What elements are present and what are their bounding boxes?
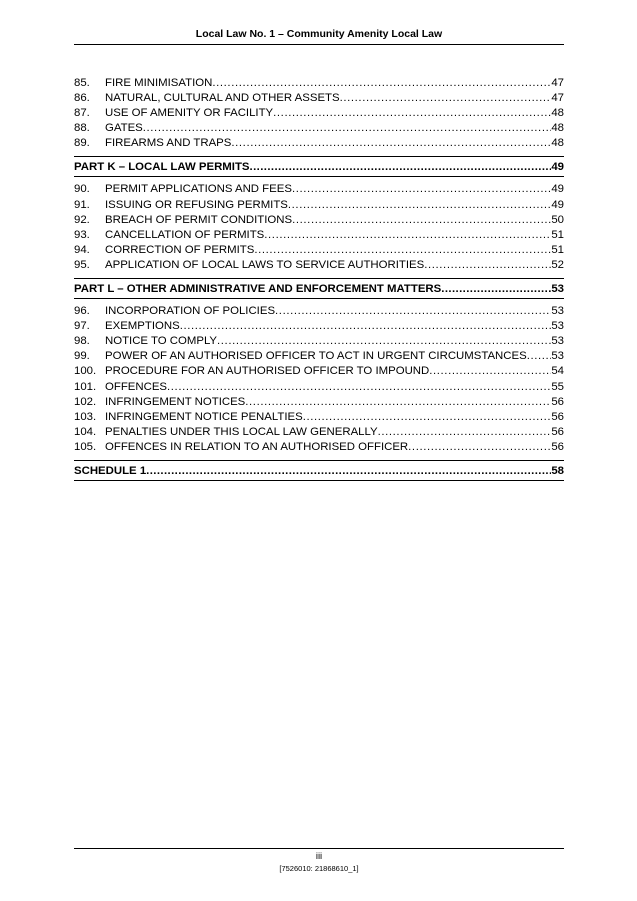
- toc-entry-title: INCORPORATION OF POLICIES: [105, 305, 276, 318]
- toc-entry-title: NATURAL, CULTURAL AND OTHER ASSETS: [105, 92, 340, 105]
- toc-entry-page: 47: [551, 92, 564, 105]
- toc-entry-page: 49: [551, 183, 564, 196]
- page-number: iii: [315, 851, 323, 862]
- toc-part-l-heading[interactable]: [74, 278, 564, 299]
- toc-entry-99[interactable]: [74, 349, 564, 364]
- toc-entry-95[interactable]: [74, 258, 564, 273]
- toc-entry-89[interactable]: [74, 136, 564, 151]
- toc-entry-page: 51: [551, 228, 564, 241]
- toc-entry-page: 50: [551, 213, 564, 226]
- toc-entry-page: 56: [551, 395, 564, 408]
- running-header: Local Law No. 1 – Community Amenity Local Law: [195, 28, 443, 40]
- dot-leader: [275, 304, 551, 319]
- toc-entry-page: 56: [551, 410, 564, 423]
- toc-entry-page: 55: [551, 380, 564, 393]
- toc-entry-title: BREACH OF PERMIT CONDITIONS: [105, 213, 293, 226]
- toc-entry-page: 48: [551, 107, 564, 120]
- dot-leader: [264, 228, 551, 243]
- toc-entry-title: NOTICE TO COMPLY: [105, 335, 218, 348]
- toc-entry-number: 98.: [74, 335, 90, 348]
- toc-entry-number: 92.: [74, 213, 90, 226]
- toc-schedule-page: 58: [551, 464, 564, 477]
- toc-part-page: 53: [551, 283, 564, 296]
- dot-leader: [292, 182, 551, 197]
- toc-entry-page: 53: [551, 305, 564, 318]
- table-of-contents: [74, 76, 564, 486]
- dot-leader: [303, 410, 552, 425]
- dot-leader: [231, 136, 551, 151]
- toc-entry-86[interactable]: [74, 91, 564, 106]
- toc-entry-title: ISSUING OR REFUSING PERMITS: [105, 198, 288, 211]
- toc-part-k-heading[interactable]: [74, 156, 564, 177]
- toc-entry-number: 101.: [74, 380, 97, 393]
- dot-leader: [146, 465, 551, 477]
- toc-entry-page: 56: [551, 440, 564, 453]
- toc-entry-page: 48: [551, 137, 564, 150]
- toc-entry-title: PROCEDURE FOR AN AUTHORISED OFFICER TO IMPOUND: [105, 365, 430, 378]
- toc-entry-number: 96.: [74, 305, 90, 318]
- toc-entry-94[interactable]: [74, 243, 564, 258]
- dot-leader: [143, 121, 552, 136]
- dot-leader: [212, 76, 551, 91]
- dot-leader: [288, 198, 551, 213]
- toc-entry-number: 99.: [74, 350, 90, 363]
- toc-part-page: 49: [551, 161, 564, 174]
- toc-entry-title: GATES: [105, 122, 143, 135]
- dot-leader: [245, 395, 551, 410]
- dot-leader: [254, 243, 551, 258]
- dot-leader: [378, 425, 552, 440]
- toc-entry-page: 54: [551, 365, 564, 378]
- toc-entry-102[interactable]: [74, 395, 564, 410]
- dot-leader: [180, 319, 552, 334]
- toc-entry-96[interactable]: [74, 304, 564, 319]
- toc-part-title: PART L – OTHER ADMINISTRATIVE AND ENFORCEMENT MATTERS: [74, 283, 442, 296]
- toc-entry-number: 90.: [74, 183, 90, 196]
- toc-entry-97[interactable]: [74, 319, 564, 334]
- toc-entry-number: 97.: [74, 320, 90, 333]
- dot-leader: [217, 334, 551, 349]
- toc-entry-page: 53: [551, 350, 564, 363]
- dot-leader: [408, 440, 551, 455]
- toc-entry-page: 47: [551, 77, 564, 89]
- toc-entry-number: 88.: [74, 122, 90, 135]
- toc-entry-title: INFRINGEMENT NOTICES: [105, 395, 246, 408]
- dot-leader: [292, 213, 551, 228]
- header-rule: [74, 44, 564, 45]
- toc-entry-title: INFRINGEMENT NOTICE PENALTIES: [105, 410, 303, 423]
- dot-leader: [250, 161, 552, 173]
- toc-entry-page: 52: [551, 258, 564, 271]
- toc-entry-number: 94.: [74, 243, 90, 256]
- toc-entry-number: 104.: [74, 425, 97, 438]
- toc-entry-page: 53: [551, 320, 564, 333]
- toc-entry-88[interactable]: [74, 121, 564, 136]
- document-reference: [7526010: 21868610_1]: [279, 864, 359, 873]
- dot-leader: [167, 380, 551, 395]
- toc-schedule-title: SCHEDULE 1: [74, 464, 147, 477]
- toc-entry-title: FIRE MINIMISATION: [105, 77, 213, 89]
- toc-entry-number: 89.: [74, 137, 90, 150]
- dot-leader: [527, 349, 552, 364]
- toc-entry-title: FIREARMS AND TRAPS: [105, 137, 232, 150]
- toc-entry-page: 51: [551, 243, 564, 256]
- toc-entry-title: OFFENCES: [105, 380, 168, 393]
- toc-entry-92[interactable]: [74, 213, 564, 228]
- toc-entry-title: OFFENCES IN RELATION TO AN AUTHORISED OFFICER: [105, 440, 409, 453]
- toc-entry-number: 86.: [74, 92, 90, 105]
- dot-leader: [424, 258, 551, 273]
- toc-entry-title: USE OF AMENITY OR FACILITY: [105, 107, 274, 120]
- dot-leader: [441, 283, 551, 295]
- toc-entry-title: EXEMPTIONS: [105, 320, 180, 333]
- dot-leader: [429, 364, 551, 379]
- footer-rule: [74, 848, 564, 849]
- toc-entry-91[interactable]: [74, 198, 564, 213]
- toc-entry-98[interactable]: [74, 334, 564, 349]
- toc-entry-title: PERMIT APPLICATIONS AND FEES: [105, 183, 292, 196]
- toc-entry-104[interactable]: [74, 425, 564, 440]
- toc-entry-number: 102.: [74, 395, 97, 408]
- toc-entry-number: 100.: [74, 365, 97, 378]
- toc-entry-number: 103.: [74, 410, 97, 423]
- toc-entry-87[interactable]: [74, 106, 564, 121]
- toc-part-title: PART K – LOCAL LAW PERMITS: [74, 161, 250, 174]
- toc-entry-title: POWER OF AN AUTHORISED OFFICER TO ACT IN URGENT CIRCUMSTANCES: [105, 350, 527, 363]
- toc-entry-number: 95.: [74, 258, 90, 271]
- toc-entry-93[interactable]: [74, 228, 564, 243]
- dot-leader: [273, 106, 551, 121]
- toc-entry-85[interactable]: [74, 76, 564, 91]
- toc-entry-title: PENALTIES UNDER THIS LOCAL LAW GENERALLY: [105, 425, 378, 438]
- toc-entry-page: 49: [551, 198, 564, 211]
- toc-entry-number: 105.: [74, 440, 97, 453]
- toc-entry-100[interactable]: [74, 364, 564, 379]
- toc-entry-101[interactable]: [74, 380, 564, 395]
- toc-entry-title: APPLICATION OF LOCAL LAWS TO SERVICE AUTHORITIES: [105, 258, 425, 271]
- toc-entry-90[interactable]: [74, 182, 564, 197]
- toc-entry-page: 48: [551, 122, 564, 135]
- toc-entry-number: 87.: [74, 107, 90, 120]
- toc-entry-page: 56: [551, 425, 564, 438]
- toc-schedule-1-heading[interactable]: [74, 460, 564, 481]
- toc-entry-number: 91.: [74, 198, 90, 211]
- toc-entry-page: 53: [551, 335, 564, 348]
- toc-entry-103[interactable]: [74, 410, 564, 425]
- toc-entry-number: 85.: [74, 77, 90, 89]
- toc-entry-title: CANCELLATION OF PERMITS: [105, 228, 265, 241]
- toc-entry-title: CORRECTION OF PERMITS: [105, 243, 255, 256]
- dot-leader: [340, 91, 552, 106]
- toc-entry-105[interactable]: [74, 440, 564, 455]
- toc-entry-number: 93.: [74, 228, 90, 241]
